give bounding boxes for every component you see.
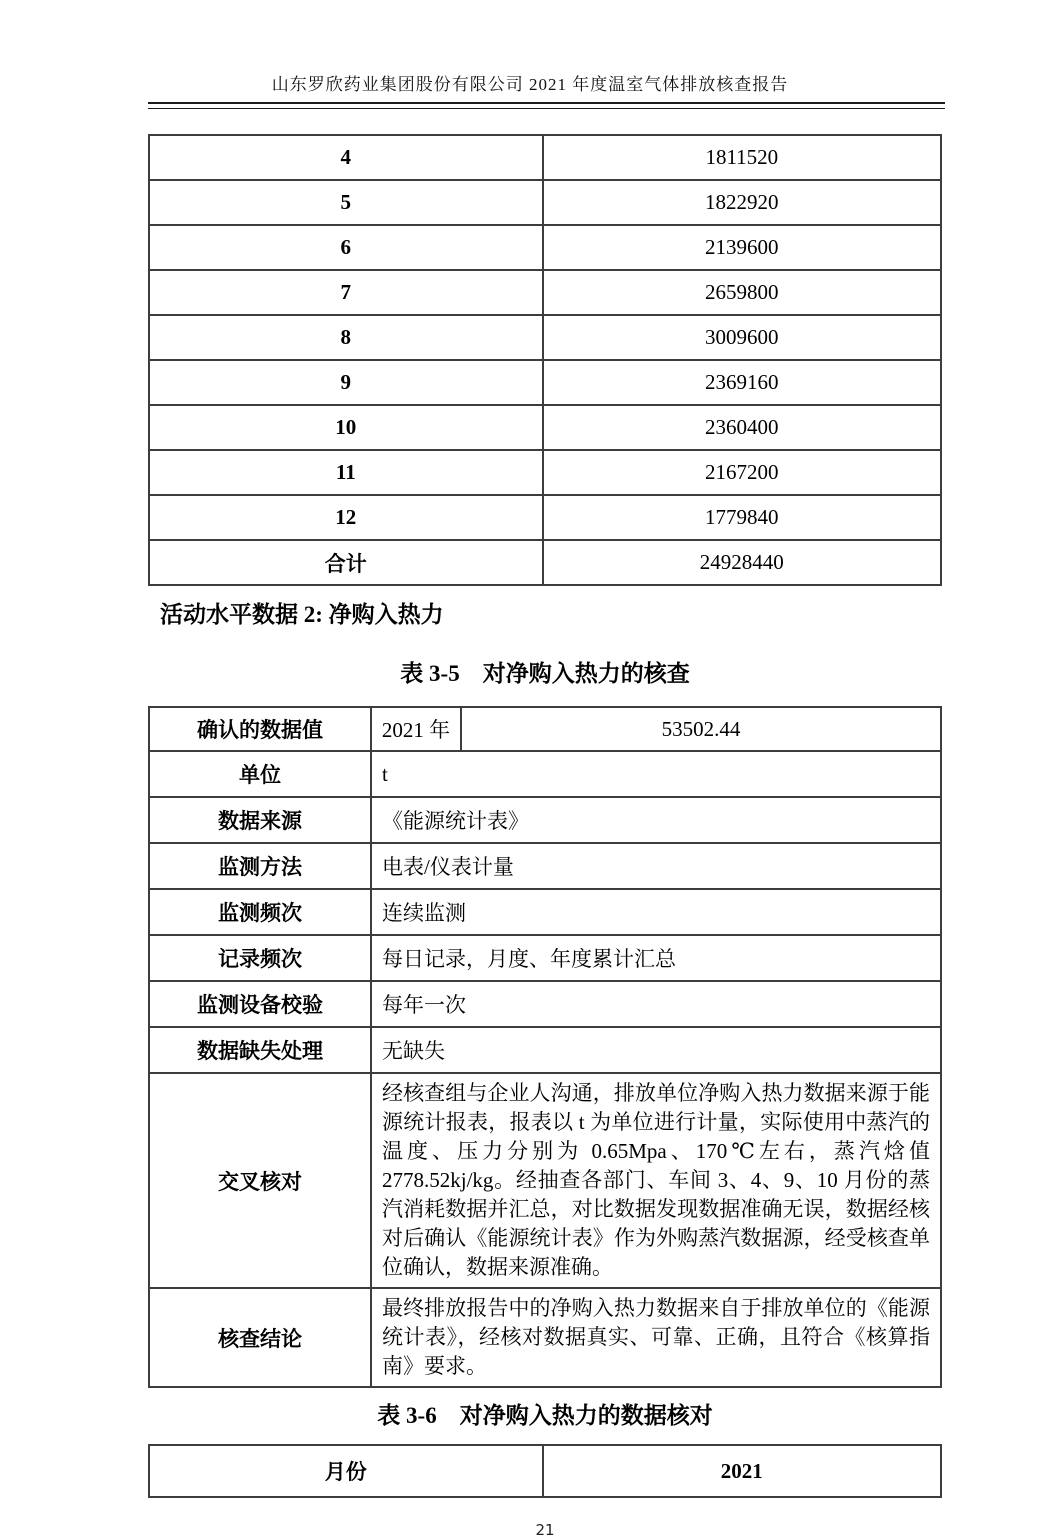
table-header-row <box>149 1445 941 1497</box>
row-label-cell: 交叉核对 <box>149 1073 371 1288</box>
year-header-cell: 2021 <box>543 1445 941 1497</box>
month-cell: 11 <box>149 450 543 495</box>
month-header-cell: 月份 <box>149 1445 543 1497</box>
row-value-cell: 每日记录，月度、年度累计汇总 <box>371 935 941 981</box>
table-row <box>149 981 941 1027</box>
table-row <box>149 889 941 935</box>
row-label-cell: 确认的数据值 <box>149 707 371 751</box>
value-cell: 3009600 <box>543 315 941 360</box>
table-row <box>149 315 941 360</box>
conclusion-paragraph: 最终排放报告中的净购入热力数据来自于排放单位的《能源统计表》，经核对数据真实、可靠、正确，且符合《核算指南》要求。 <box>371 1288 941 1387</box>
value-cell: 2369160 <box>543 360 941 405</box>
monthly-data-table <box>148 134 942 586</box>
row-value-cell: 无缺失 <box>371 1027 941 1073</box>
row-label-cell: 数据来源 <box>149 797 371 843</box>
table-row <box>149 495 941 540</box>
table-row <box>149 405 941 450</box>
row-label-cell: 单位 <box>149 751 371 797</box>
year-cell: 2021 年 <box>371 707 461 751</box>
month-cell: 7 <box>149 270 543 315</box>
table-row <box>149 450 941 495</box>
table-row <box>149 843 941 889</box>
table-3-5-title: 表 3-5 对净购入热力的核查 <box>400 661 690 686</box>
row-value-cell: 连续监测 <box>371 889 941 935</box>
value-cell: 2139600 <box>543 225 941 270</box>
page-number: 21 <box>535 1521 555 1539</box>
value-cell: 2167200 <box>543 450 941 495</box>
heat-data-check-table <box>148 1444 942 1498</box>
section-heading-activity-data-2: 活动水平数据 2: 净购入热力 <box>160 602 444 627</box>
month-cell: 10 <box>149 405 543 450</box>
month-cell: 6 <box>149 225 543 270</box>
cross-check-row <box>149 1073 941 1288</box>
row-value-cell: 电表/仪表计量 <box>371 843 941 889</box>
value-cell: 1811520 <box>543 135 941 180</box>
table-row <box>149 935 941 981</box>
table-row <box>149 360 941 405</box>
month-cell: 8 <box>149 315 543 360</box>
row-value-cell: 《能源统计表》 <box>371 797 941 843</box>
table-row <box>149 225 941 270</box>
table-row <box>149 707 941 751</box>
row-label-cell: 监测方法 <box>149 843 371 889</box>
row-value-cell: 每年一次 <box>371 981 941 1027</box>
cross-check-paragraph: 经核查组与企业人沟通，排放单位净购入热力数据来源于能源统计报表，报表以 t 为单位进行计量，实际使用中蒸汽的温度、压力分别为 0.65Mpa、170℃左右，蒸汽焓值2778.52kj/kg。经抽查各部门、车间 3、4、9、10 月份的蒸汽消耗数据并汇总，对比数据发现数据准确无误，数据经核对后确认《能源统计表》作为外购蒸汽数据源，经受核查单位确认，数据来源准确。 <box>371 1073 941 1288</box>
table-3-6-title: 表 3-6 对净购入热力的数据核对 <box>377 1403 713 1428</box>
month-cell: 4 <box>149 135 543 180</box>
row-label-cell: 监测频次 <box>149 889 371 935</box>
table-row <box>149 1027 941 1073</box>
confirmed-value-cell: 53502.44 <box>461 707 941 751</box>
table-row <box>149 270 941 315</box>
row-label-cell: 记录频次 <box>149 935 371 981</box>
page-content <box>148 134 942 1539</box>
month-cell: 5 <box>149 180 543 225</box>
table-row <box>149 180 941 225</box>
total-label-cell: 合计 <box>149 540 543 585</box>
value-cell: 1822920 <box>543 180 941 225</box>
row-value-cell: t <box>371 751 941 797</box>
value-cell: 1779840 <box>543 495 941 540</box>
row-label-cell: 监测设备校验 <box>149 981 371 1027</box>
header-divider-rule <box>148 102 945 109</box>
month-cell: 9 <box>149 360 543 405</box>
heat-verification-table <box>148 706 942 1388</box>
conclusion-row <box>149 1288 941 1387</box>
total-value-cell: 24928440 <box>543 540 941 585</box>
table-total-row <box>149 540 941 585</box>
table-row <box>149 135 941 180</box>
document-header-title: 山东罗欣药业集团股份有限公司 2021 年度温室气体排放核查报告 <box>271 75 789 94</box>
table-row <box>149 797 941 843</box>
month-cell: 12 <box>149 495 543 540</box>
row-label-cell: 核查结论 <box>149 1288 371 1387</box>
table-row <box>149 751 941 797</box>
value-cell: 2659800 <box>543 270 941 315</box>
row-label-cell: 数据缺失处理 <box>149 1027 371 1073</box>
value-cell: 2360400 <box>543 405 941 450</box>
